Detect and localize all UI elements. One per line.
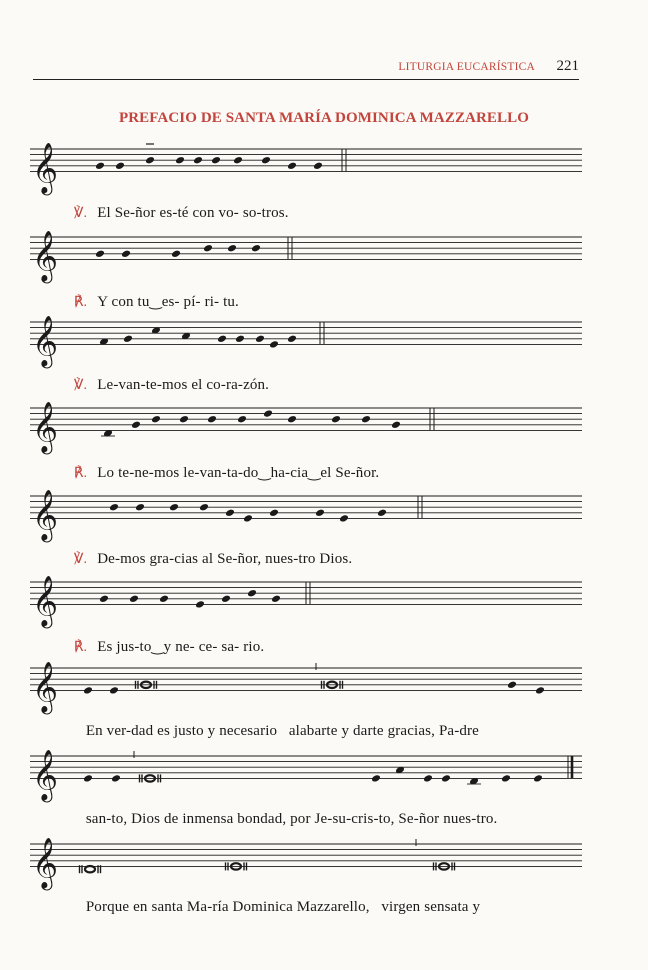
note-head <box>391 420 401 429</box>
treble-clef-icon: 𝄞 <box>32 401 59 453</box>
note-head <box>261 156 271 165</box>
running-head: LITURGIA EUCARÍSTICA <box>398 61 535 73</box>
staff <box>30 836 582 889</box>
treble-clef-icon: 𝄞 <box>32 489 59 541</box>
note-head <box>507 680 517 689</box>
note-head <box>211 156 221 165</box>
note-head <box>237 415 247 424</box>
note-head <box>135 503 145 512</box>
note-head <box>315 508 325 517</box>
note-head <box>371 774 381 783</box>
treble-clef-icon: 𝄞 <box>32 837 59 889</box>
lyric-text: Lo te-ne-mos le-van-ta-do‿ha-cia‿el Se-ñor. <box>97 465 380 481</box>
lyric-text: Es jus-to‿y ne- ce- sa- rio. <box>97 639 265 655</box>
lyric-line-4 <box>66 446 379 482</box>
note-head <box>255 334 265 343</box>
treble-clef-icon: 𝄞 <box>32 575 59 627</box>
lyric-line-5 <box>66 534 352 568</box>
staff <box>30 488 582 541</box>
note-head <box>109 686 119 695</box>
note-head <box>111 774 121 783</box>
lyric-line-2 <box>66 275 239 311</box>
note-head <box>235 334 245 343</box>
lyric-text: En ver-dad es justo y necesario alabarte y darte gracias, Pa-dre <box>85 723 479 739</box>
staff <box>30 400 582 453</box>
header-rule <box>33 79 579 80</box>
note-head <box>331 415 341 424</box>
response-sign: ℟. <box>73 466 88 481</box>
note-head <box>171 249 181 258</box>
treble-clef-icon: 𝄞 <box>32 230 59 282</box>
lyric-text: De-mos gra-cias al Se-ñor, nues-tro Dios. <box>97 551 353 567</box>
staff <box>30 660 582 713</box>
page-header <box>33 58 579 80</box>
note-head <box>159 594 169 603</box>
lyric-text: san-to, Dios de inmensa bondad, por Je-su-cris-to, Se-ñor nues-tro. <box>85 811 498 827</box>
note-head <box>175 156 185 165</box>
note-head <box>377 508 387 517</box>
note-head <box>115 161 125 170</box>
staff <box>30 141 582 194</box>
note-head <box>243 514 253 523</box>
versicle-sign: ℣. <box>73 552 88 567</box>
note-head <box>145 156 155 165</box>
treble-clef-icon: 𝄞 <box>32 749 59 801</box>
note-head <box>287 415 297 424</box>
note-head <box>287 161 297 170</box>
note-head <box>151 415 161 424</box>
note-head <box>423 774 433 783</box>
staff <box>30 229 582 282</box>
note-head <box>263 409 273 418</box>
treble-clef-icon: 𝄞 <box>32 315 59 367</box>
note-head <box>83 686 93 695</box>
versicle-sign: ℣. <box>73 206 88 221</box>
lyric-line-9 <box>78 882 480 916</box>
note-head <box>95 249 105 258</box>
note-head <box>109 503 119 512</box>
lyric-line-6 <box>66 620 264 656</box>
note-head <box>533 774 543 783</box>
note-head <box>121 249 131 258</box>
note-head <box>129 594 139 603</box>
note-head <box>361 415 371 424</box>
lyric-text: El Se-ñor es-té con vo- so-tros. <box>97 205 289 221</box>
staff <box>30 748 582 801</box>
lyric-line-7 <box>78 706 479 740</box>
note-head <box>99 594 109 603</box>
note-head <box>131 420 141 429</box>
lyric-text: Porque en santa Ma-ría Dominica Mazzarello, virgen sensata y <box>85 899 481 915</box>
note-head <box>271 594 281 603</box>
staff <box>30 314 582 367</box>
note-head <box>441 774 451 783</box>
note-head <box>269 508 279 517</box>
note-head <box>233 156 243 165</box>
note-head <box>339 514 349 523</box>
note-head <box>225 508 235 517</box>
note-head <box>199 503 209 512</box>
note-head <box>251 244 261 253</box>
versicle-sign: ℣. <box>73 378 88 393</box>
note-head <box>83 774 93 783</box>
note-head <box>287 334 297 343</box>
note-head <box>95 161 105 170</box>
note-head <box>501 774 511 783</box>
note-head <box>169 503 179 512</box>
note-head <box>203 244 213 253</box>
note-head <box>217 334 227 343</box>
note-head <box>535 686 545 695</box>
page-title: PREFACIO DE SANTA MARÍA DOMINICA MAZZARELLO <box>118 110 530 126</box>
treble-clef-icon: 𝄞 <box>32 661 59 713</box>
note-head <box>221 594 231 603</box>
note-head <box>123 334 133 343</box>
note-head <box>269 340 279 349</box>
lyric-text: Y con tu‿es- pí- ri- tu. <box>97 294 239 310</box>
staff <box>30 574 582 627</box>
note-head <box>247 589 257 598</box>
treble-clef-icon: 𝄞 <box>32 142 59 194</box>
lyric-line-3 <box>66 360 269 394</box>
note-head <box>313 161 323 170</box>
page-number: 221 <box>556 58 579 74</box>
lyric-line-8 <box>78 794 497 828</box>
note-head <box>195 600 205 609</box>
note-head <box>227 244 237 253</box>
response-sign: ℟. <box>73 295 88 310</box>
breve-note-icon <box>80 865 101 873</box>
lyric-text: Le-van-te-mos el co-ra-zón. <box>97 377 270 393</box>
lyric-line-1 <box>66 188 289 222</box>
response-sign: ℟. <box>73 640 88 655</box>
note-head <box>207 415 217 424</box>
note-head <box>179 415 189 424</box>
note-head <box>193 156 203 165</box>
